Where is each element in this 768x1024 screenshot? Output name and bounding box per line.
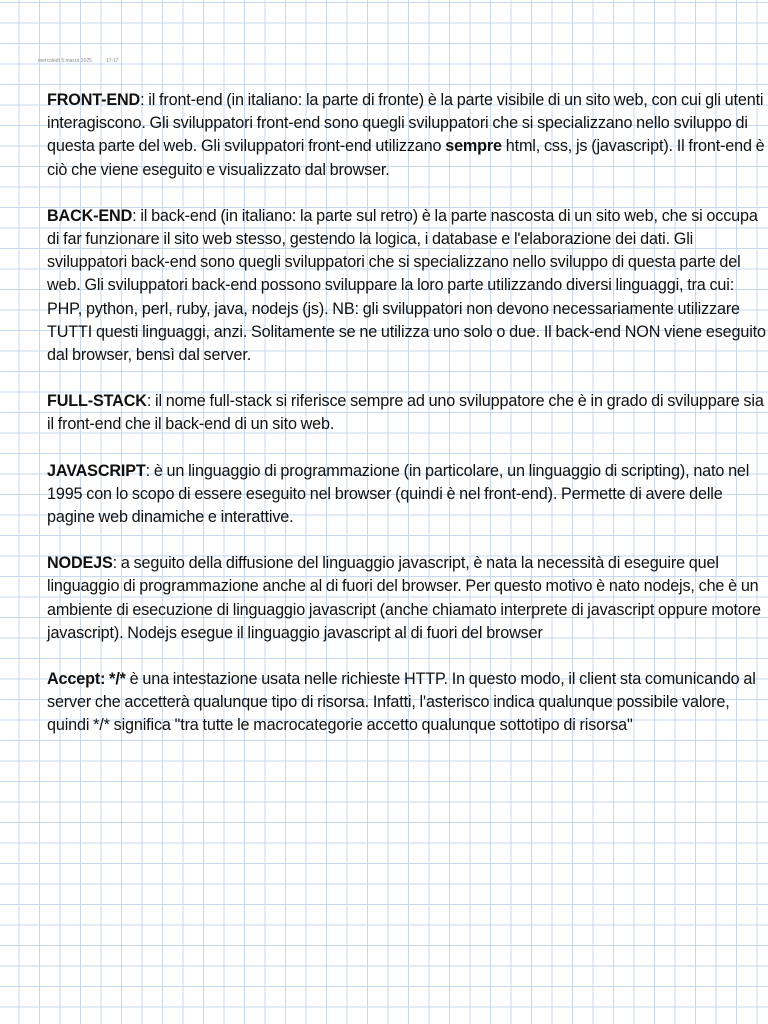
term-nodejs: NODEJS <box>47 554 113 573</box>
page-header <box>38 58 118 64</box>
definition-front-end-part1: : il front-end (in italiano: la parte di fronte) è la parte visibile di un sito web, con cui gli utenti interagiscono. Gli sviluppatori front-end sono quegli sviluppatori che si specializzano nello sviluppo di questa parte del web. Gli sviluppatori front-end utilizzano <box>47 91 764 156</box>
notes-content <box>47 89 767 761</box>
term-back-end: BACK-END <box>47 206 133 225</box>
definition-nodejs: : a seguito della diffusione del linguaggio javascript, è nata la necessità di eseguire quel linguaggio di programmazione anche al di fuori del browser. Per questo motivo è nato nodejs, che è un ambiente di esecuzione di linguaggio javascript (anche chiamato interprete di javascript oppure motore javascript). Nodejs esegue il linguaggio javascript al di fuori del browser <box>47 554 761 642</box>
note-front-end <box>47 89 767 182</box>
definition-accept-header: è una intestazione usata nelle richieste HTTP. In questo modo, il client sta comunicando al server che accetterà qualunque tipo di risorsa. Infatti, l'asterisco indica qualunque possibile valore, quindi */* significa "tra tutte le macrocategorie accetto qualunque sottotipo di risorsa" <box>47 670 756 735</box>
note-javascript <box>47 460 767 530</box>
note-full-stack <box>47 390 767 436</box>
definition-javascript: : è un linguaggio di programmazione (in particolare, un linguaggio di scripting), nato nel 1995 con lo scopo di essere eseguito nel browser (quindi è nel front-end). Permette di avere delle pagine web dinamiche e interattive. <box>47 461 750 527</box>
note-back-end <box>47 205 767 367</box>
definition-back-end: : il back-end (in italiano: la parte sul retro) è la parte nascosta di un sito web, che si occupa di far funzionare il sito web stesso, gestendo la logica, i database e l'elaborazione dei dati. Gli sviluppatori back-end sono quegli sviluppatori che si specializzano nello sviluppo di questa parte del web. Gli sviluppatori back-end possono sviluppare la loro parte utilizzando diversi linguaggi, tra cui: PHP, python, perl, ruby, java, nodejs (js). NB: gli sviluppatori non devono necessariamente utilizzare TUTTI questi linguaggi, anzi. Solitamente se ne utilizza uno solo o due. Il back-end NON viene eseguito dal browser, bensì dal server. <box>47 206 766 365</box>
term-accept-header: Accept: */* <box>47 670 126 689</box>
definition-full-stack: : il nome full-stack si riferisce sempre ad uno sviluppatore che è in grado di sviluppare sia il front-end che il back-end di un sito web. <box>47 392 764 434</box>
note-accept-header <box>47 668 767 738</box>
term-javascript: JAVASCRIPT <box>47 461 146 480</box>
note-nodejs <box>47 552 767 645</box>
term-front-end: FRONT-END <box>47 91 141 109</box>
emphasis-sempre: sempre <box>445 137 502 156</box>
term-full-stack: FULL-STACK <box>47 392 147 411</box>
definition-front-end-part2: html, css, js (javascript). Il front-end è ciò che viene eseguito e visualizzato dal browser. <box>47 137 765 179</box>
note-time: 17:17 <box>105 58 119 64</box>
note-date: mercoledì 5 marzo 2025 <box>38 58 92 64</box>
